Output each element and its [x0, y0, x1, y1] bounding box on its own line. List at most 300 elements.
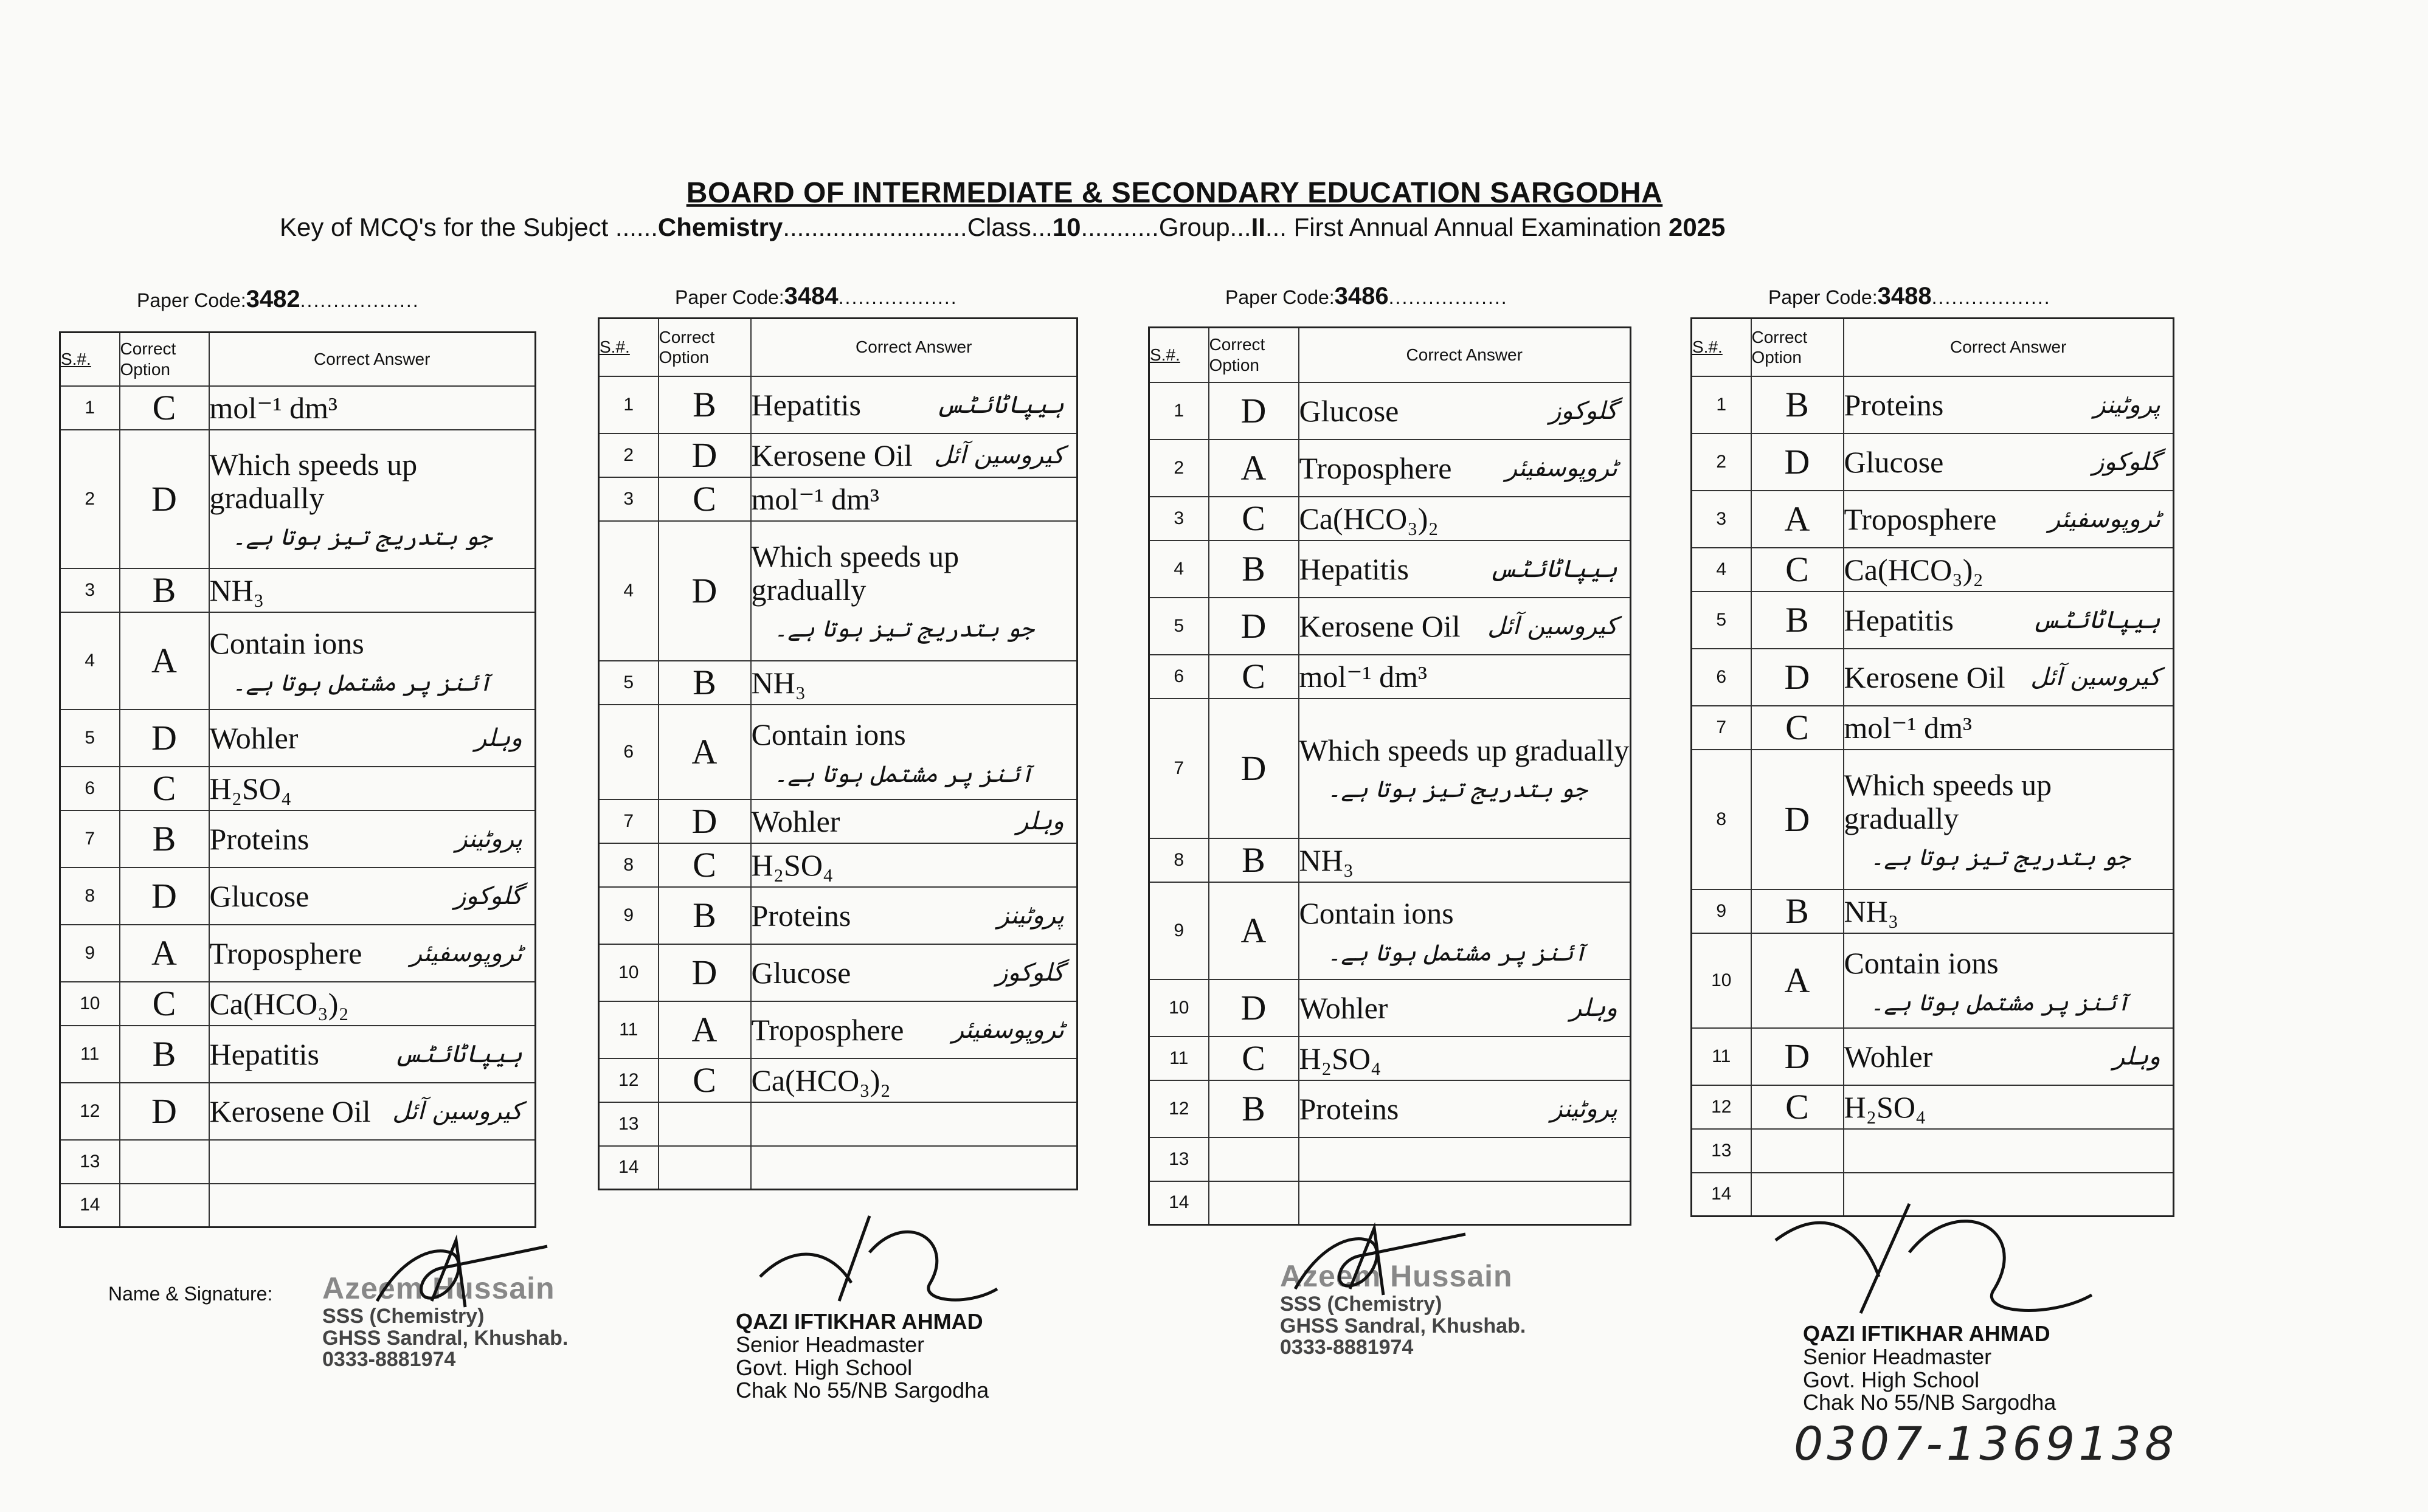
question-number: 13 — [1692, 1129, 1751, 1173]
answer-english: Contain ions — [1844, 945, 1999, 980]
answer-english: NH₃ — [751, 665, 806, 700]
question-number: 4 — [1692, 548, 1751, 592]
table-row — [1149, 1037, 1631, 1080]
table-row — [599, 705, 1077, 799]
answer-urdu: ٹروپوسفیئر — [2048, 505, 2160, 533]
correct-option: D — [1209, 699, 1299, 838]
table-row — [60, 430, 536, 568]
correct-answer — [1844, 1028, 2174, 1085]
correct-option-header: Correct Option — [1751, 319, 1844, 376]
correct-answer — [209, 1184, 536, 1227]
question-number: 11 — [1692, 1028, 1751, 1085]
correct-option — [1209, 1181, 1299, 1225]
question-number: 14 — [1692, 1173, 1751, 1217]
table-row — [60, 767, 536, 810]
answer-english: NH₃ — [209, 573, 265, 607]
question-number: 7 — [599, 799, 659, 843]
correct-option: C — [1209, 655, 1299, 699]
correct-option: C — [120, 386, 209, 430]
answer-english: Glucose — [209, 879, 310, 913]
correct-answer — [751, 521, 1077, 661]
answer-english: H₂SO₄ — [1844, 1089, 1926, 1124]
sn-header: S.#. — [599, 319, 659, 376]
correct-answer — [751, 944, 1077, 1001]
table-row — [1692, 548, 2174, 592]
table-row — [1692, 592, 2174, 649]
question-number: 1 — [60, 386, 120, 430]
table-row — [60, 810, 536, 868]
answer-english: Troposphere — [1844, 502, 1997, 536]
correct-answer — [1844, 706, 2174, 750]
answer-english: Proteins — [1299, 1091, 1399, 1126]
question-number: 11 — [599, 1001, 659, 1058]
question-number: 14 — [1149, 1181, 1209, 1225]
table-row — [599, 887, 1077, 944]
correct-answer — [1844, 889, 2174, 933]
answer-english: Hepatitis — [1299, 551, 1409, 586]
correct-option: B — [1209, 838, 1299, 882]
correct-answer — [751, 1146, 1077, 1190]
answer-table-3482 — [59, 331, 536, 1228]
correct-answer — [1299, 598, 1631, 655]
table-row — [60, 612, 536, 709]
question-number: 7 — [1149, 699, 1209, 838]
correct-answer — [1844, 548, 2174, 592]
correct-answer — [1299, 699, 1631, 838]
stamp-iftikhar-2: QAZI IFTIKHAR AHMAD Senior Headmaster Govt. High School Chak No 55/NB Sargodha — [1803, 1321, 2056, 1415]
correct-option: B — [1209, 540, 1299, 598]
answer-urdu: گلوکوز — [454, 882, 522, 910]
table-row — [599, 376, 1077, 433]
correct-option: C — [659, 1058, 751, 1102]
correct-option: D — [1751, 433, 1844, 491]
correct-answer — [209, 810, 536, 868]
answer-urdu: گلوکوز — [996, 958, 1064, 987]
correct-answer — [751, 433, 1077, 477]
table-header-row — [1692, 319, 2174, 376]
answer-urdu: ٹروپوسفیئر — [952, 1015, 1064, 1044]
sn-header: S.#. — [60, 333, 120, 386]
correct-answer — [1299, 838, 1631, 882]
answer-urdu: آئنز پر مشتمل ہوتا ہے۔ — [232, 669, 492, 696]
question-number: 9 — [1692, 889, 1751, 933]
question-number: 6 — [1692, 649, 1751, 706]
answer-urdu: وہلر — [1016, 807, 1064, 835]
question-number: 12 — [599, 1058, 659, 1102]
table-header-row — [599, 319, 1077, 376]
table-row — [1149, 838, 1631, 882]
answer-urdu: ٹروپوسفیئر — [410, 939, 522, 967]
question-number: 1 — [599, 376, 659, 433]
correct-option: C — [659, 477, 751, 521]
correct-answer — [751, 1001, 1077, 1058]
question-number: 2 — [599, 433, 659, 477]
correct-answer — [209, 612, 536, 709]
correct-option: B — [659, 661, 751, 705]
correct-option: A — [1209, 440, 1299, 497]
handwritten-phone: 0307-1369138 — [1794, 1417, 2178, 1471]
table-row — [1692, 649, 2174, 706]
table-row — [60, 1184, 536, 1227]
answer-urdu: کیروسین آئل — [934, 441, 1064, 469]
answer-english: Glucose — [751, 955, 851, 990]
table-row — [60, 1140, 536, 1184]
correct-answer — [1299, 655, 1631, 699]
table-row — [60, 925, 536, 982]
answer-english: Hepatitis — [751, 387, 862, 422]
question-number: 10 — [1692, 933, 1751, 1028]
correct-option: D — [1209, 382, 1299, 440]
question-number: 2 — [60, 430, 120, 568]
table-row — [1149, 440, 1631, 497]
table-row — [60, 709, 536, 767]
signature-azeem-1 — [365, 1234, 559, 1319]
table-row — [60, 386, 536, 430]
correct-option: B — [1751, 376, 1844, 433]
correct-option: A — [120, 925, 209, 982]
correct-answer-header: Correct Answer — [209, 333, 536, 386]
question-number: 12 — [1149, 1080, 1209, 1137]
correct-option: D — [1751, 649, 1844, 706]
answer-english: Kerosene Oil — [209, 1094, 371, 1128]
answer-urdu: ٹروپوسفیئر — [1505, 454, 1617, 482]
answer-english: Glucose — [1844, 444, 1944, 479]
answer-urdu: ہیپاٹائٹس — [2032, 606, 2160, 634]
table-row — [1149, 882, 1631, 979]
table-row — [1149, 497, 1631, 540]
correct-option — [659, 1102, 751, 1146]
answer-urdu: جو بتدریج تیز ہوتا ہے۔ — [1327, 776, 1587, 803]
correct-option: D — [1209, 598, 1299, 655]
question-number: 9 — [599, 887, 659, 944]
question-number: 9 — [60, 925, 120, 982]
question-number: 1 — [1149, 382, 1209, 440]
answer-english: NH₃ — [1844, 894, 1899, 928]
answer-english: Troposphere — [751, 1012, 904, 1047]
correct-option: D — [659, 944, 751, 1001]
question-number: 8 — [599, 843, 659, 887]
answer-table-3486 — [1148, 326, 1631, 1226]
answer-english: Troposphere — [209, 936, 362, 970]
question-number: 5 — [1692, 592, 1751, 649]
correct-answer — [1299, 882, 1631, 979]
correct-answer — [209, 1026, 536, 1083]
correct-answer — [751, 887, 1077, 944]
answer-english: H₂SO₄ — [751, 847, 834, 882]
correct-answer — [1299, 1181, 1631, 1225]
correct-option-header: Correct Option — [659, 319, 751, 376]
correct-option: D — [120, 709, 209, 767]
correct-option: B — [120, 810, 209, 868]
question-number: 14 — [599, 1146, 659, 1190]
paper-code-1: Paper Code:3482.................. — [137, 286, 420, 312]
correct-option — [659, 1146, 751, 1190]
answer-urdu: جو بتدریج تیز ہوتا ہے۔ — [774, 615, 1034, 642]
question-number: 8 — [60, 868, 120, 925]
answer-english: Troposphere — [1299, 450, 1452, 485]
correct-option: D — [120, 430, 209, 568]
correct-answer — [1844, 750, 2174, 889]
table-row — [599, 1102, 1077, 1146]
correct-answer-header: Correct Answer — [751, 319, 1077, 376]
correct-answer — [209, 868, 536, 925]
question-number: 9 — [1149, 882, 1209, 979]
question-number: 14 — [60, 1184, 120, 1227]
question-number: 13 — [60, 1140, 120, 1184]
answer-urdu: ہیپاٹائٹس — [394, 1040, 522, 1068]
correct-option: B — [659, 376, 751, 433]
answer-urdu: پروٹینز — [2094, 390, 2160, 419]
answer-english: mol⁻¹ dm³ — [1844, 710, 1973, 745]
answer-english: Wohler — [209, 720, 299, 755]
answer-english: Proteins — [1844, 387, 1944, 422]
answer-english: mol⁻¹ dm³ — [751, 482, 880, 516]
correct-option: C — [120, 767, 209, 810]
answer-urdu: وہلر — [474, 723, 522, 752]
correct-option: B — [1751, 592, 1844, 649]
correct-answer — [1299, 1137, 1631, 1181]
table-row — [599, 433, 1077, 477]
answer-english: Hepatitis — [1844, 602, 1954, 637]
table-row — [1692, 1129, 2174, 1173]
correct-option: B — [120, 568, 209, 612]
table-row — [1149, 540, 1631, 598]
sn-header: S.#. — [1692, 319, 1751, 376]
table-row — [1692, 1085, 2174, 1129]
table-row — [599, 1001, 1077, 1058]
question-number: 4 — [60, 612, 120, 709]
answer-urdu: جو بتدریج تیز ہوتا ہے۔ — [1870, 843, 2130, 871]
correct-answer — [1299, 1037, 1631, 1080]
table-row — [599, 1146, 1077, 1190]
question-number: 2 — [1149, 440, 1209, 497]
table-row — [599, 843, 1077, 887]
question-number: 4 — [599, 521, 659, 661]
table-row — [1692, 491, 2174, 548]
question-number: 13 — [599, 1102, 659, 1146]
table-row — [1149, 655, 1631, 699]
answer-table-3484 — [598, 317, 1078, 1190]
correct-option: D — [659, 799, 751, 843]
correct-answer — [209, 767, 536, 810]
question-number: 11 — [60, 1026, 120, 1083]
answer-english: Hepatitis — [209, 1037, 320, 1071]
correct-option: C — [1751, 1085, 1844, 1129]
table-row — [1692, 889, 2174, 933]
answer-urdu: کیروسین آئل — [392, 1097, 522, 1125]
correct-answer-header: Correct Answer — [1844, 319, 2174, 376]
correct-option: B — [1751, 889, 1844, 933]
correct-option: D — [120, 868, 209, 925]
answer-english: Ca(HCO₃)₂ — [1844, 552, 1984, 587]
correct-answer — [751, 477, 1077, 521]
correct-option: D — [120, 1083, 209, 1140]
correct-answer — [751, 799, 1077, 843]
question-number: 3 — [60, 568, 120, 612]
correct-option: B — [1209, 1080, 1299, 1137]
correct-answer — [209, 386, 536, 430]
correct-answer-header: Correct Answer — [1299, 328, 1631, 382]
answer-urdu: پروٹینز — [997, 901, 1064, 930]
correct-option: A — [1751, 933, 1844, 1028]
stamp-iftikhar-1: QAZI IFTIKHAR AHMAD Senior Headmaster Govt. High School Chak No 55/NB Sargodha — [736, 1309, 989, 1403]
question-number: 8 — [1692, 750, 1751, 889]
answer-english: Which speeds up gradually — [751, 539, 960, 607]
correct-option: D — [1751, 750, 1844, 889]
correct-answer — [1844, 592, 2174, 649]
answer-urdu: ہیپاٹائٹس — [936, 390, 1064, 419]
table-row — [1692, 933, 2174, 1028]
correct-answer — [209, 430, 536, 568]
table-row — [1149, 699, 1631, 838]
answer-urdu: آئنز پر مشتمل ہوتا ہے۔ — [1327, 939, 1587, 966]
table-header-row — [60, 333, 536, 386]
paper-code-3: Paper Code:3486.................. — [1225, 283, 1508, 309]
paper-code-2: Paper Code:3484.................. — [675, 283, 958, 309]
paper-code-4: Paper Code:3488.................. — [1768, 283, 2051, 309]
correct-answer — [751, 1102, 1077, 1146]
table-row — [1149, 1137, 1631, 1181]
answer-english: mol⁻¹ dm³ — [209, 390, 338, 425]
question-number: 7 — [60, 810, 120, 868]
table-row — [1149, 1181, 1631, 1225]
table-row — [599, 477, 1077, 521]
correct-option: D — [1751, 1028, 1844, 1085]
table-row — [60, 1083, 536, 1140]
correct-option: C — [1751, 548, 1844, 592]
table-row — [1149, 598, 1631, 655]
answer-urdu: جو بتدریج تیز ہوتا ہے۔ — [232, 523, 492, 550]
question-number: 5 — [599, 661, 659, 705]
correct-option: C — [1751, 706, 1844, 750]
correct-answer — [1844, 933, 2174, 1028]
question-number: 11 — [1149, 1037, 1209, 1080]
answer-english: Kerosene Oil — [1844, 660, 2005, 694]
correct-answer — [209, 568, 536, 612]
stamp-azeem-2: Azeem Hussain SSS (Chemistry) GHSS Sandral, Khushab. 0333-8881974 — [1280, 1259, 1526, 1359]
question-number: 6 — [599, 705, 659, 799]
correct-option-header: Correct Option — [1209, 328, 1299, 382]
answer-english: Wohler — [1844, 1039, 1933, 1074]
correct-answer — [209, 1083, 536, 1140]
correct-answer — [209, 709, 536, 767]
answer-english: H₂SO₄ — [1299, 1041, 1382, 1075]
question-number: 1 — [1692, 376, 1751, 433]
answer-english: Contain ions — [1299, 896, 1454, 930]
question-number: 3 — [1149, 497, 1209, 540]
correct-option: A — [659, 705, 751, 799]
correct-option: A — [1751, 491, 1844, 548]
answer-english: Ca(HCO₃)₂ — [1299, 501, 1439, 536]
question-number: 6 — [1149, 655, 1209, 699]
correct-answer — [751, 1058, 1077, 1102]
answer-urdu: وہلر — [1569, 993, 1617, 1022]
question-number: 12 — [1692, 1085, 1751, 1129]
question-number: 13 — [1149, 1137, 1209, 1181]
answer-english: Contain ions — [209, 626, 364, 660]
correct-option: D — [1209, 979, 1299, 1037]
table-row — [60, 868, 536, 925]
question-number: 10 — [1149, 979, 1209, 1037]
board-title: BOARD OF INTERMEDIATE & SECONDARY EDUCATION SARGODHA — [686, 177, 1663, 209]
question-number: 10 — [60, 982, 120, 1026]
correct-answer — [751, 376, 1077, 433]
table-row — [1692, 433, 2174, 491]
answer-english: Proteins — [209, 821, 310, 856]
answer-urdu: کیروسین آئل — [1487, 612, 1617, 640]
correct-answer — [1299, 540, 1631, 598]
table-row — [599, 661, 1077, 705]
answer-urdu: ہیپاٹائٹس — [1489, 554, 1617, 583]
answer-english: Kerosene Oil — [751, 438, 913, 472]
answer-english: NH₃ — [1299, 843, 1354, 877]
answer-english: Wohler — [1299, 990, 1388, 1025]
table-row — [599, 521, 1077, 661]
correct-answer — [751, 705, 1077, 799]
correct-answer — [751, 843, 1077, 887]
correct-option: D — [659, 521, 751, 661]
answer-english: Which speeds up gradually — [209, 447, 418, 515]
answer-english: H₂SO₄ — [209, 771, 292, 806]
correct-answer — [1299, 382, 1631, 440]
answer-table-3488 — [1690, 317, 2174, 1217]
correct-option: B — [120, 1026, 209, 1083]
answer-english: Ca(HCO₃)₂ — [209, 986, 349, 1021]
question-number: 6 — [60, 767, 120, 810]
signature-azeem-2 — [1283, 1222, 1478, 1307]
correct-option: C — [120, 982, 209, 1026]
signature-iftikhar-1 — [748, 1216, 1003, 1313]
stamp-azeem-1: Azeem Hussain SSS (Chemistry) GHSS Sandral, Khushab. 0333-8881974 — [322, 1271, 569, 1372]
correct-answer — [1299, 440, 1631, 497]
correct-answer — [751, 661, 1077, 705]
answer-urdu: گلوکوز — [2092, 447, 2160, 476]
correct-option: D — [659, 433, 751, 477]
question-number: 2 — [1692, 433, 1751, 491]
table-row — [1692, 750, 2174, 889]
correct-answer — [1844, 376, 2174, 433]
table-row — [1149, 979, 1631, 1037]
answer-urdu: پروٹینز — [1551, 1094, 1617, 1123]
correct-answer — [209, 925, 536, 982]
correct-answer — [1844, 433, 2174, 491]
table-row — [1149, 382, 1631, 440]
correct-option — [1209, 1137, 1299, 1181]
table-row — [599, 944, 1077, 1001]
correct-option: A — [1209, 882, 1299, 979]
correct-answer — [1299, 1080, 1631, 1137]
correct-answer — [1299, 497, 1631, 540]
correct-option: A — [659, 1001, 751, 1058]
name-signature-label: Name & Signature: — [108, 1283, 273, 1305]
table-row — [1692, 1028, 2174, 1085]
correct-option: A — [120, 612, 209, 709]
correct-answer — [1844, 491, 2174, 548]
answer-english: Which speeds up gradually — [1844, 767, 2052, 835]
correct-answer — [209, 1140, 536, 1184]
answer-english: Proteins — [751, 898, 851, 933]
table-row — [1692, 376, 2174, 433]
correct-option: C — [1209, 1037, 1299, 1080]
answer-english: Wohler — [751, 804, 840, 838]
correct-option — [1751, 1129, 1844, 1173]
table-row — [599, 1058, 1077, 1102]
correct-option-header: Correct Option — [120, 333, 209, 386]
table-row — [599, 799, 1077, 843]
table-row — [60, 568, 536, 612]
correct-answer — [1844, 649, 2174, 706]
correct-option: B — [659, 887, 751, 944]
